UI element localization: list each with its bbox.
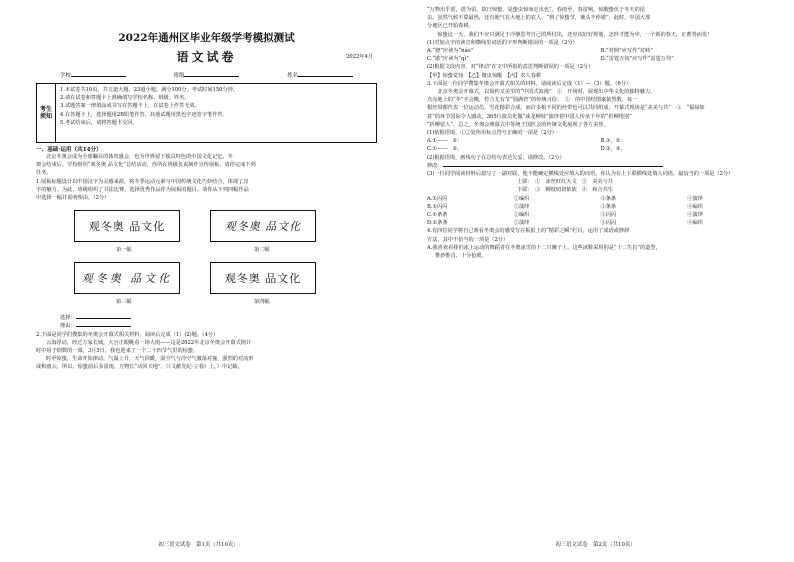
q3-1-prompt: (1)依据语境，①②处所用标点符号正确的一项是（2分） [427, 130, 557, 137]
card-1-text: 观冬奥 品文化 [88, 220, 166, 234]
q4-line: 惟妙惟肖，十分抢眼。 [435, 253, 487, 260]
card-1-caption: 第一幅 [116, 247, 132, 254]
q3-3-option-b[interactable] [427, 203, 774, 211]
q2-prompt: (2)根据文段内容，对“律动”在文中所指的意思判断错误的一项是（2分） [427, 64, 594, 71]
option-part: B.①闪闪 [427, 203, 448, 210]
student-info-row [36, 71, 377, 79]
card-3-text: 观冬奥 品文化 [81, 272, 173, 286]
option-b[interactable]: B.“对倒”应写作“对峙” [600, 48, 653, 55]
q1-options-row [427, 55, 774, 63]
passage-line: 分地区已开始春耕。 [427, 23, 474, 30]
q3-1-options-row [427, 137, 774, 145]
card-4-caption: 第四幅 [254, 299, 270, 306]
class-field[interactable] [174, 71, 240, 79]
calligraphy-card-3[interactable] [74, 262, 180, 294]
notice-item: 3.试题答案一律填涂或书写在答题卡上，在试卷上作答无效。 [60, 103, 200, 110]
calligraphy-card-1[interactable] [74, 210, 180, 242]
exam-date: 2022年4月 [346, 54, 373, 60]
revise-field[interactable] [427, 162, 774, 170]
q3-1-options-row [427, 145, 774, 153]
option-part: A.①闪闪 [427, 195, 448, 202]
option-d[interactable]: D.“雷霆万钧”应写作“雷霆万均” [600, 56, 674, 63]
passage-line: 虫。虽然气候不算最热，还有地气在大地上的农人，“到了惊蛰节，锄头不停歇”，此时，中国大部 [427, 15, 651, 22]
reason-label: 理由： [60, 323, 76, 330]
option-part: C.①条条 [427, 212, 448, 219]
q1-options-row [427, 47, 774, 55]
option-a[interactable]: A.“挠”应读为“náo” [427, 48, 474, 55]
calligraphy-card-2[interactable] [210, 210, 316, 242]
notice-label [37, 84, 56, 142]
school-label: 学校 [59, 73, 71, 79]
option-c[interactable]: C.①—— ②， [427, 146, 463, 153]
passage-line: 惊蛰这一天，我们不应只满足于冷静思考自己的所付出，还应该好好规划，怎样才能为中，一个新的春天，正蓄势而发！ [427, 31, 713, 38]
option-part: ④演绎 [687, 212, 703, 219]
select-field[interactable] [60, 314, 377, 322]
q3-line: 点亮地上的“冬”字会徽，符合尤有节“圆满符”的传统习俗； ② 的中国结图案依然数，每一 [427, 97, 638, 104]
option-d[interactable]: D.①，②， [600, 146, 626, 153]
option-part: ②演绎 [513, 203, 530, 210]
q3-3-option-d[interactable] [427, 219, 774, 227]
q3-line: 意”的环节国际令人感动，365位演员化做“成龙柳枝”演绎着中国人传承千年的“折柳惜别” [427, 113, 632, 120]
option-part: ②编织 [513, 212, 530, 219]
calligraphy-card-4[interactable] [210, 262, 316, 294]
passage-line: “万物出乎震，震为雷，故曰惊蛰，是蛰虫惊而走出也”。春雨至，春雷响，惊醒蛰伏于冬天的昆 [427, 7, 645, 13]
intro-line: 任务。 [36, 170, 52, 177]
page-1-footer: 初三语文试卷 第1页（共10页） [158, 542, 239, 548]
notice-item: 1.本试卷共10页，共五道大题，23道小题。满分100分。考试时间150分钟。 [60, 87, 239, 93]
intro-line: 北京冬奥会成为全球瞩目的体育盛会，也为世界留下独具特色的中国文化记忆。冬 [46, 154, 233, 160]
q3-line: 北京冬奥会开幕式，以简约又美里的“中国式浪漫” ① 开场时，展现出中华文化的独特魅力， [427, 89, 656, 96]
q3-line: “折柳留人”。总之，冬奥会開幕式中等统于国医会的传统文化展现了各方美誉。 [427, 121, 609, 128]
q4-option-a[interactable]: A.我喜欢看我们冰上运动的舞蹈者在冬奥冰雪的十二只狮子上，这些冰鞋采用的是“十二生肖”的造型， [427, 244, 661, 251]
name-label: 姓名 [287, 73, 299, 79]
select-label: 选择： [60, 315, 76, 322]
option-part: ②编织 [513, 195, 530, 202]
q1-line: 1.展板标题设计以中国汉字为灵感来源，将冬季运动元素与中国传统文化巧妙结合，体现了汉 [36, 178, 249, 185]
notice-item: 5.考试结束后，请将答题卡交回。 [60, 119, 138, 126]
option-part: ④编织 [687, 203, 703, 210]
card-2-text: 观冬奥 品文化 [224, 220, 302, 234]
class-label: 班级 [173, 73, 185, 79]
option-c[interactable]: C.“歇”应读为“qì” [427, 56, 469, 63]
notice-label-1: 考生 [39, 106, 52, 113]
q1-line: 中选择一幅并说明理由。（2分） [36, 195, 110, 202]
right-page [397, 0, 794, 562]
notice-item: 4.在答题卡上，选择题用2B铅笔作答，其他试题用黑色字迹签字笔作答。 [60, 111, 228, 118]
exam-notice-box [36, 83, 377, 143]
couplet-upper: 上联： ① 冰丝旺红大文 ② 美美与共 [517, 179, 613, 186]
q2-prompt: 2.下面是同学们搜集的冬奥会开幕式相关材料，阅读后完成（1）(2)题。（4分） [36, 331, 219, 338]
name-field[interactable] [287, 71, 353, 79]
q3-line: 3.下面是一位同学搜集冬奥会开幕式相关的材料，请阅读后完成（1）—（3）题。（6分） [427, 80, 632, 87]
option-part: ③条条 [600, 195, 617, 202]
card-4-text: 观冬奥 品文化 [224, 272, 302, 286]
notice-list [56, 84, 242, 142]
q3-line: 根丝带都代表一位运动员，雪花精彩合成，而许多根不同的丝带也可以共同组成；开幕式现场是“美美与共” ③ “福禄如 [427, 105, 705, 112]
option-part: ②演绎 [513, 220, 530, 227]
passage-line: 成积雨云，所以，惊蛰前后多雷雨，万物长“动回天地”。（《文献先纪·立春》上，）中记载， [36, 364, 243, 371]
option-part: ④演绎 [687, 195, 703, 202]
notice-item: 2.请在试卷和答题卡上准确填写学校名称、班级、姓名。 [60, 95, 190, 102]
school-field[interactable] [60, 71, 126, 79]
revise-label: 修改： [427, 162, 443, 169]
option-part: ③闪闪 [600, 212, 617, 219]
option-part: ④编织 [687, 220, 703, 227]
couplet-lower: 下联： ③ 柳枝切切依依 ④ 和合共生 [517, 187, 613, 194]
passage-line: 时至惊蛰，生命开始律动。气温上升，天气回暖，湿空气与冷空气激荡对撞，强烈的对流形 [46, 356, 254, 363]
q3-3-option-c[interactable] [427, 211, 774, 219]
passage-line: 云海浮动，经过万家长城，大宫正眼眺看一场大雨——这是2022年北京冬奥会开幕式倒计 [46, 339, 252, 346]
q4-line: 方法，其中不恰当的一项是（2分） [427, 236, 509, 243]
q3-3-option-a[interactable] [427, 195, 774, 203]
option-part: ③条条 [600, 203, 617, 210]
q4-line: 4.有四位同学将自己观看冬奥会的感受写在板报上的“精彩之瞬”栏目，运用了成语或修辞 [427, 228, 630, 235]
reason-field[interactable] [60, 322, 377, 330]
subtitle-text: 语文试卷 [176, 50, 237, 64]
q3-2-prompt: (2)根据语境，画线句子在总结句表达欠妥，请修改。（2分） [427, 154, 565, 161]
exam-subtitle [36, 48, 377, 65]
intro-line: 奥会结束后，学校组织“观冬奥 品文化”总结活动，你所在班级负责制作宣传展板，请你完成下列 [36, 162, 256, 169]
card-3-caption: 第三幅 [116, 299, 132, 306]
q1-line: 字的魅力。为此，班级组织了书法比赛，选择优秀作品作为展板的题目。请你从下列四幅作品 [36, 186, 249, 193]
section-1-heading: 一、基础·运用（共14分） [36, 147, 102, 153]
q3-3-prompt: (3)一位同学阅读材料后拟写了一副对联，他不能确定横线处应填入的词语。你认为在上下联横线处填入词语，最恰当的一项是（2分） [427, 171, 734, 178]
exam-title: 2022年通州区毕业年级学考模拟测试 [118, 32, 295, 44]
q2-options[interactable]: 【甲】惊蛰觉知 【乙】微虫惊醒 【丙】农人春耕 [427, 72, 542, 79]
calligraphy-cards [36, 202, 377, 314]
q1-prompt: (1)对加点字的读音和横线里词语的字形判断错误的一项是（2分） [427, 39, 578, 46]
option-part: D.①条条 [427, 220, 448, 227]
passage-line: 时中用于倒数的一幕，3月5日，我也迎来了一个二十四节气里的惊蛰。 [36, 348, 199, 355]
option-a[interactable]: A.①—— ②： [427, 138, 463, 145]
option-b[interactable]: B.①，②： [600, 138, 626, 145]
option-part: ③闪闪 [600, 220, 617, 227]
notice-label-2: 须知 [39, 113, 52, 120]
page-2-footer: 初三语文试卷 第2页（共10页） [555, 542, 636, 548]
card-2-caption: 第二幅 [254, 247, 270, 254]
